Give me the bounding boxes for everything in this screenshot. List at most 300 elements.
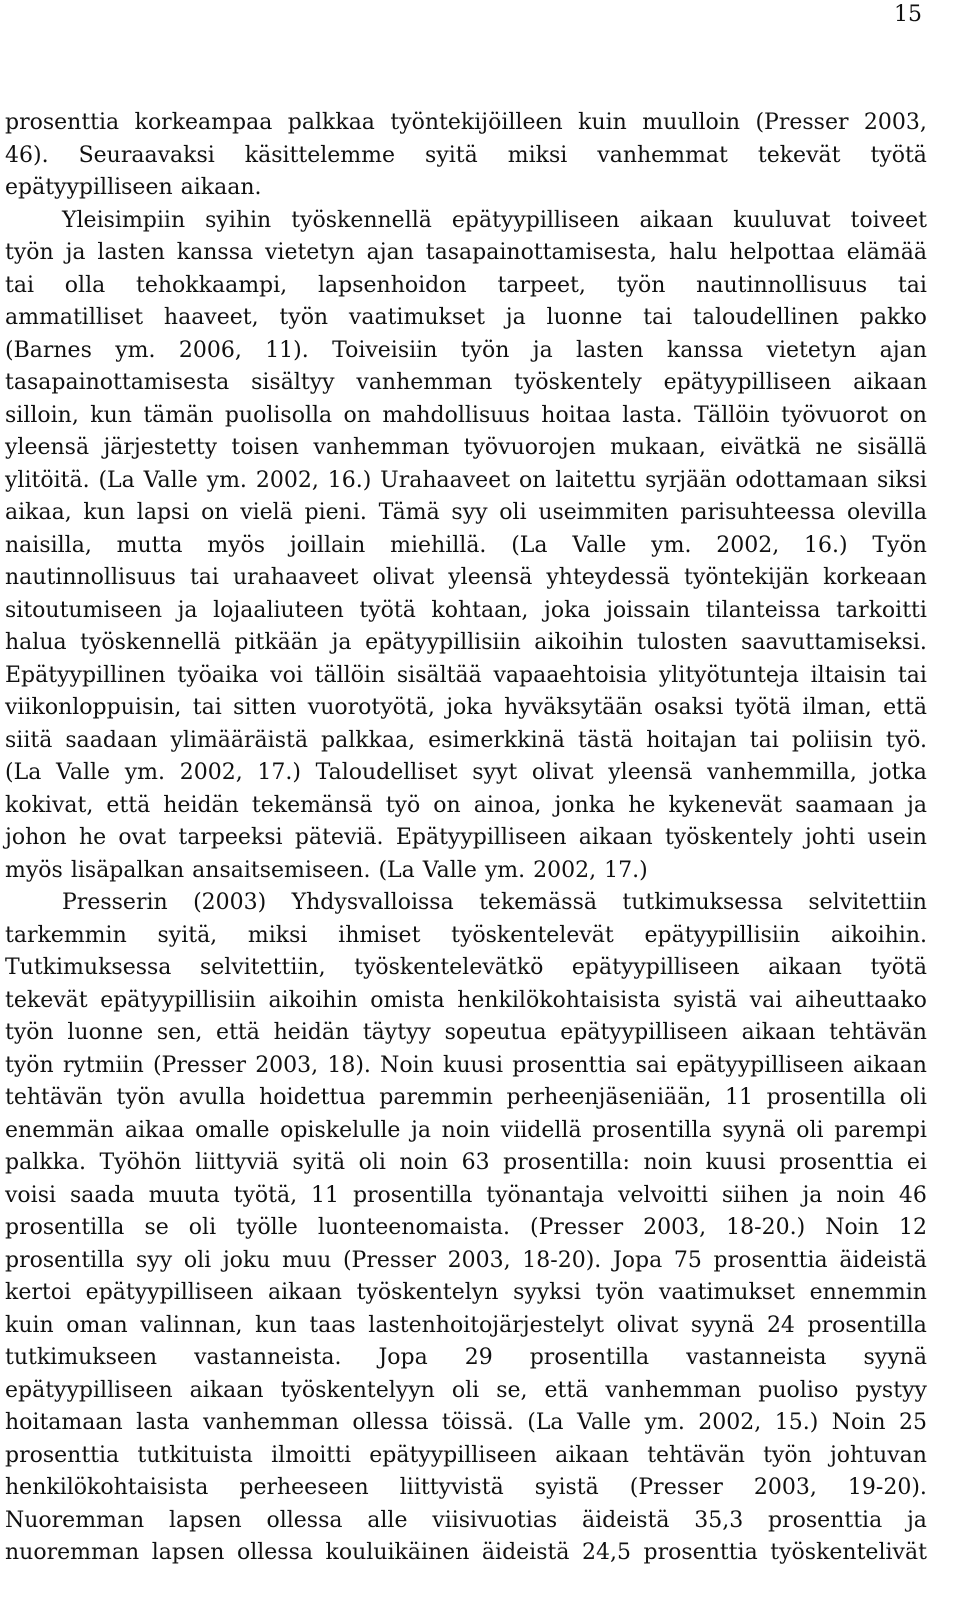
text-line [5, 1472, 927, 1505]
word: ilmoitti [271, 1442, 352, 1468]
word: 2003, [863, 110, 927, 135]
word: tarpeeksi [178, 825, 283, 850]
word: aikaan [578, 825, 653, 850]
word: oli [796, 1117, 824, 1143]
word: (Presser [755, 110, 849, 135]
word: tutkimuksessa [622, 890, 783, 915]
word: epätyypilliseen [451, 207, 620, 233]
word: prosenttia [512, 1052, 627, 1078]
word: se [144, 1215, 169, 1240]
word: hyväksytään [504, 695, 643, 720]
word: työn [616, 272, 666, 298]
word: viidellä [500, 1117, 582, 1143]
word: ylitöitä. [5, 467, 90, 493]
word: tai [749, 727, 779, 753]
word: mukaan, [610, 435, 706, 460]
word: työvuorojen [463, 435, 596, 460]
text-line [5, 1440, 927, 1473]
word: Valle [143, 467, 198, 493]
word: luonteenomaista. [317, 1215, 510, 1240]
text-line [5, 660, 927, 693]
text-line [5, 172, 927, 205]
word: Jopa [612, 1247, 663, 1273]
word: syy [136, 1247, 173, 1273]
text-line [5, 1245, 927, 1278]
word: tehtävän [647, 1442, 745, 1468]
word: voisi [5, 1182, 57, 1208]
body-text [5, 107, 927, 1570]
word: pakko [859, 305, 927, 330]
word: opiskelulle [280, 1117, 401, 1143]
word: äideistä [839, 1247, 927, 1273]
word: valinnan, [140, 1312, 243, 1338]
word: 2002, [698, 1410, 762, 1435]
word: miksi [507, 142, 568, 168]
word: naisilla, [5, 532, 92, 558]
word: lapsen [151, 1540, 225, 1565]
word: 11 [311, 1182, 340, 1208]
text-line [5, 530, 927, 563]
word: aikaa, [5, 500, 72, 525]
text-line [5, 400, 927, 433]
word: ym. [124, 760, 166, 785]
word: pystyy [855, 1377, 927, 1403]
word: on [343, 402, 371, 428]
word: omista [370, 987, 445, 1013]
word: Toiveisiin [332, 337, 438, 363]
text-line [5, 595, 927, 628]
word: tehokkaampi, [136, 272, 288, 298]
word: oli [899, 1085, 927, 1110]
word: lasta. [622, 402, 683, 428]
word: taloudellinen [692, 305, 839, 330]
word: saamaan [795, 792, 894, 818]
word: vaatimukset [348, 305, 485, 330]
word: luonne [67, 1020, 144, 1045]
word: olla [64, 272, 106, 298]
word: työnantaja [486, 1182, 605, 1208]
word: syihin [205, 207, 272, 233]
word: tarpeet, [497, 272, 586, 298]
word: kun [90, 402, 132, 428]
word: sopeutua [444, 1020, 547, 1045]
word: kohtaan, [431, 597, 529, 623]
word: korkeaan [823, 565, 927, 590]
word: työ. [885, 727, 927, 753]
word: alle [367, 1507, 408, 1533]
word: vielä [240, 500, 293, 525]
word: epätyypillisiin [365, 630, 521, 655]
word: 2003, [447, 1247, 511, 1273]
word: pieni. [304, 500, 367, 525]
word: syitä [425, 142, 478, 168]
word: ja [65, 240, 86, 265]
text-line [5, 432, 927, 465]
word: työn [279, 305, 329, 330]
word: rytmiin [62, 1052, 144, 1078]
word: (Presser [152, 1052, 246, 1078]
word: aikoihin [268, 987, 358, 1013]
word: puolisolla [224, 402, 333, 428]
word: 46 [898, 1182, 927, 1208]
word: omalle [195, 1117, 270, 1143]
word: ylimääräistä [170, 727, 308, 753]
word: työn [5, 240, 54, 265]
word: tehtävän [829, 1020, 927, 1045]
word: kuuluvat [733, 207, 831, 233]
word: äideistä [481, 1540, 570, 1565]
word: ilman, [802, 695, 872, 720]
text-line [5, 952, 927, 985]
word: kuusi [443, 1052, 504, 1078]
word: 12 [898, 1215, 927, 1240]
text-line [5, 1212, 927, 1245]
word: sai [635, 1052, 668, 1078]
word: lasten [576, 337, 644, 363]
text-line [5, 205, 927, 238]
word: käsittelemme [244, 142, 396, 168]
word: vanhemman [313, 435, 450, 460]
word: on [899, 402, 927, 428]
word: 11 [725, 1085, 753, 1110]
word: aikaan [189, 1377, 264, 1403]
word: odottamaan [735, 467, 869, 493]
word: työtä [359, 597, 416, 623]
word: työn [5, 1052, 54, 1078]
word: ja [802, 1182, 823, 1208]
word: että [106, 792, 151, 818]
word: tämän [143, 402, 214, 428]
word: enemmän [5, 1117, 115, 1143]
word: parempi [834, 1117, 927, 1143]
word: tai [897, 662, 927, 688]
word: syrjään [645, 467, 727, 493]
word: haaveet, [163, 305, 259, 330]
text-line [5, 1147, 927, 1180]
text-line [5, 725, 927, 758]
word: (2003) [193, 890, 267, 915]
word: aikaan [853, 1052, 927, 1078]
word: johon [5, 825, 67, 850]
word: viisivuotias [432, 1507, 558, 1533]
word: 2002, [716, 532, 780, 558]
word: työntekijän [684, 565, 810, 590]
word: kun [255, 1312, 297, 1338]
word: kertoi [5, 1280, 71, 1305]
word: palkkaa [287, 110, 375, 135]
word: nuoremman [5, 1540, 140, 1565]
word: Nuoremman [5, 1507, 145, 1533]
word: aikoihin. [830, 922, 927, 948]
word: kuusi [705, 1150, 766, 1175]
word: oli [183, 1247, 212, 1273]
word: laitettu [555, 467, 637, 493]
text-line [5, 985, 927, 1018]
word: johtuvan [829, 1442, 927, 1468]
word: korkeampaa [134, 110, 273, 135]
word: tarkemmin [5, 922, 127, 948]
word: 2002, [533, 857, 597, 883]
word: töissä. [441, 1410, 514, 1435]
word: tai [192, 695, 222, 720]
word: nautinnollisuus [5, 565, 176, 590]
word: syitä [292, 1150, 346, 1175]
word: että [883, 695, 927, 720]
word: järjestetty [103, 435, 218, 460]
word: vanhemman [605, 1377, 742, 1403]
text-line [5, 1537, 927, 1570]
word: Yleisimpiin [62, 207, 186, 233]
word: toiveet [850, 207, 927, 233]
word: sisältyy [251, 370, 335, 395]
word: prosenttia [713, 1247, 828, 1273]
word: syynä [722, 1117, 786, 1143]
word: (Barnes [5, 337, 92, 363]
word: mutta [116, 532, 183, 558]
word: tai [5, 272, 34, 298]
word: on [518, 467, 547, 493]
word: kuin [578, 110, 627, 135]
word: yleensä [448, 565, 533, 590]
text-line [5, 692, 927, 725]
word: työaika [177, 662, 259, 688]
word: Urahaaveet [380, 467, 511, 493]
word: tekemänsä [251, 792, 373, 818]
word: epätyypilliseen [560, 1020, 728, 1045]
word: velvoitti [618, 1182, 708, 1208]
word: prosentilla [5, 1215, 125, 1240]
word: oli [451, 1377, 480, 1403]
word: tästä [577, 727, 634, 753]
word: epätyypilliseen [369, 1442, 537, 1468]
word: ollessa [352, 1410, 429, 1435]
word: syyt [472, 760, 518, 785]
word: (La [527, 1410, 564, 1435]
word: olivat [616, 1312, 679, 1338]
word: kouluikäinen [325, 1540, 470, 1565]
word: 18-20). [522, 1247, 602, 1273]
word: lapsi [136, 500, 190, 525]
word: on [201, 500, 229, 525]
word: aikaan [639, 207, 714, 233]
word: Presserin [62, 890, 168, 915]
word: ja [907, 792, 927, 818]
word: eivätkä [720, 435, 802, 460]
word: ei [906, 1150, 927, 1175]
word: työlle [236, 1215, 298, 1240]
word: 16.) [804, 532, 848, 558]
word: avulla [178, 1085, 246, 1110]
word: 46). [5, 142, 49, 168]
word: palkkaa, [321, 727, 416, 753]
word: lisäpalkan [70, 857, 185, 883]
word: työntekijöilleen [390, 110, 563, 135]
word: myös [207, 532, 266, 558]
word: (La [98, 467, 135, 493]
text-line [5, 790, 927, 823]
word: 2003, [753, 1475, 817, 1500]
word: työtä [870, 142, 927, 168]
word: saadaan [65, 727, 158, 753]
text-line [5, 1017, 927, 1050]
word: Seuraavaksi [78, 142, 215, 168]
word: aikaan [853, 370, 927, 395]
word: oli [358, 1150, 386, 1175]
word: kuin [5, 1312, 54, 1338]
text-line [5, 855, 927, 888]
word: hoidettua [259, 1085, 366, 1110]
word: voi [270, 662, 303, 688]
word: se, [496, 1377, 528, 1403]
word: tai [643, 305, 673, 330]
word: Noin [831, 1410, 886, 1435]
text-line [5, 302, 927, 335]
word: tekevät [5, 987, 88, 1013]
word: palkka. [5, 1150, 87, 1175]
word: vanhemmat [597, 142, 728, 168]
word: 2003, [643, 1215, 707, 1240]
word: ennemmin [809, 1280, 927, 1305]
word: aiheuttaako [794, 987, 927, 1013]
word: ja [331, 630, 352, 655]
word: ym. [644, 1410, 685, 1435]
word: taas [309, 1312, 356, 1338]
word: 2002, [255, 467, 319, 493]
word: olivat [531, 760, 594, 785]
word: ylityötunteja [658, 662, 799, 688]
word: 18-20.) [726, 1215, 806, 1240]
word: että [544, 1377, 589, 1403]
word: syynä [690, 1312, 755, 1338]
word: johti [804, 825, 856, 850]
word: oman [66, 1312, 128, 1338]
word: Valle [572, 532, 627, 558]
word: lasta [136, 1410, 190, 1435]
word: lapsenhoidon [317, 272, 467, 298]
word: 25 [898, 1410, 927, 1435]
word: prosentilla [766, 1085, 886, 1110]
word: Valle [55, 760, 111, 785]
text-line [5, 335, 927, 368]
text-line [5, 237, 927, 270]
word: tilanteissa [705, 597, 821, 623]
word: nautinnollisuus [696, 272, 868, 298]
word: prosenttia [768, 1507, 883, 1533]
word: 29 [464, 1345, 493, 1370]
word: helpottaa [729, 240, 835, 265]
word: tehtävän [5, 1085, 103, 1110]
word: ne [815, 435, 843, 460]
word: ym. [115, 337, 156, 363]
word: työn [116, 1085, 165, 1110]
word: Työhön [99, 1150, 182, 1175]
text-line [5, 1375, 927, 1408]
word: ajan [366, 240, 414, 265]
word: myös [5, 857, 63, 883]
word: perheeseen [239, 1475, 369, 1500]
word: 15.) [774, 1410, 819, 1435]
word: työskentelevät [451, 922, 614, 948]
word: ja [532, 337, 553, 363]
word: työskentelyyn [280, 1377, 435, 1403]
word: (Presser [629, 1475, 723, 1500]
word: ainoa, [473, 792, 542, 818]
word: Työn [872, 532, 927, 558]
word: siitä [5, 727, 53, 753]
word: epätyypillisiin [644, 922, 801, 948]
word: perheenjäseniään, [506, 1085, 712, 1110]
word: heidän [273, 1020, 350, 1045]
word: 16.) [327, 467, 372, 493]
word: noin [836, 1182, 885, 1208]
word: joillain [289, 532, 366, 558]
word: olevilla [847, 500, 927, 525]
word: henkilökohtaisista [457, 987, 661, 1013]
word: vanhemmilla, [707, 760, 857, 785]
word: prosenttia [5, 1442, 120, 1468]
word: tutkituista [137, 1442, 253, 1468]
word: noin [399, 1150, 449, 1175]
text-line [5, 627, 927, 660]
word: miehillä. [390, 532, 487, 558]
word: ollessa [236, 1540, 313, 1565]
word: joka [544, 597, 591, 623]
word: 35,3 [694, 1507, 744, 1533]
word: viikonloppuisin, [5, 695, 182, 720]
word: paremmin [379, 1085, 493, 1110]
word: vai [749, 987, 783, 1013]
word: tällöin [314, 662, 386, 688]
text-line [5, 465, 927, 498]
text-line [5, 562, 927, 595]
word: työn [763, 1442, 812, 1468]
word: aikaan [741, 1020, 816, 1045]
word: oli [188, 1215, 217, 1240]
word: muulloin [642, 110, 740, 135]
word: tulosten [636, 630, 728, 655]
word: prosentilla [352, 1182, 473, 1208]
word: syitä, [157, 922, 218, 948]
word: ollessa [266, 1507, 343, 1533]
word: noin [441, 1117, 491, 1143]
word: Valle [422, 857, 477, 883]
word: noin [643, 1150, 693, 1175]
word: tai [897, 272, 927, 298]
word: ja [411, 1117, 431, 1143]
page-number: 15 [894, 2, 922, 27]
word: aikaan [268, 1280, 342, 1305]
word: aikaa [124, 1117, 185, 1143]
word: (La [378, 857, 415, 883]
word: kokivat, [5, 792, 94, 818]
word: äideistä [581, 1507, 670, 1533]
word: työskennellä [291, 207, 432, 233]
word: 75 [673, 1247, 702, 1273]
word: siihen [721, 1182, 789, 1208]
word: täytyy [362, 1020, 431, 1045]
word: (La [5, 760, 42, 785]
word: Valle [576, 1410, 632, 1435]
word: 17.) [257, 760, 301, 785]
word: prosenttia [5, 110, 120, 135]
word: työtä [870, 955, 927, 980]
word: vastanneista [686, 1345, 827, 1370]
word: he [628, 792, 656, 818]
word: 24,5 [582, 1540, 631, 1565]
word: työskentely [514, 370, 642, 395]
word: vietetyn [264, 240, 355, 265]
word: hoitamaan [5, 1410, 123, 1435]
